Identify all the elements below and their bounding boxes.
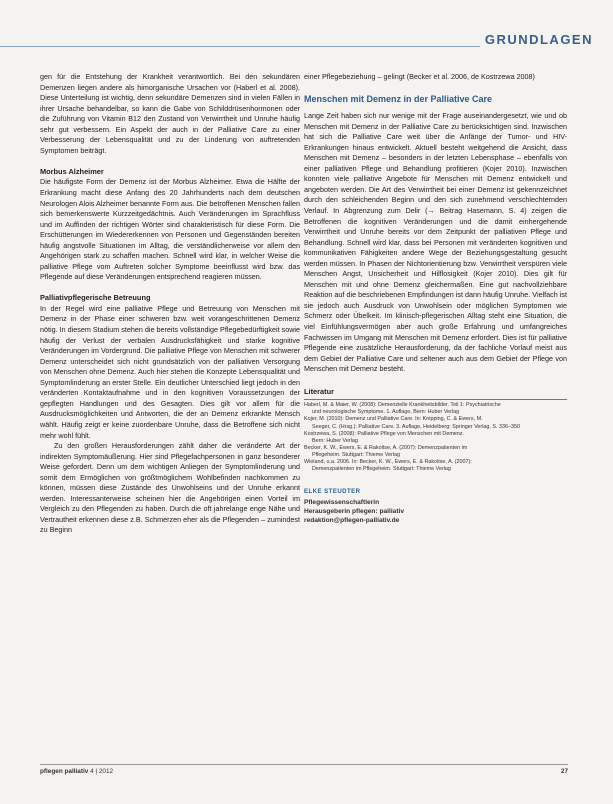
literature-heading: Literatur: [304, 386, 334, 396]
alzheimer-paragraph: Die häufigste Form der Demenz ist der Morbus Alzheimer. Etwa die Hälfte der Erkrankung macht diese Anfang des 20 Jahrhunderts nach dem deutschen Neurologen Alois Alzheimer benannte Form aus. Die betroffenen Menschen fallen sich bemerkenswerte Kurzzeitgedächtnis. Auch Veränderungen im Sprachfluss und im Auffinden der richtigen Wörter sind charakteristisch für diese Form. Die Erschütterungen im Wiedererkennen von Personen und Gegenständen bereiten häufig angstvolle Situationen im Alltag, die verständlicherweise vor allem den Angehörigen stark zu schaffen machen. Schnell wird klar, in welcher Weise die palliative Pflege vom Auftreten solcher Symptome beeinflusst wird bzw. das Pflegende auf diese Veränderungen entsprechend reagieren müssen.: [40, 177, 300, 282]
literature-list: [304, 402, 567, 473]
left-column: [40, 72, 300, 536]
footer-journal: [40, 768, 113, 775]
literature-rule: [304, 399, 567, 400]
page-footer: [40, 764, 568, 779]
journal-issue: 4 | 2012: [90, 768, 114, 775]
literature-entry: Kostrzewa, S. (2008): Palliative Pflege von Menschen mit Demenz. Bern: Huber Verlag: [304, 430, 464, 444]
literature-entry: Becker, K. W., Ewers, E. & Rakoitse, A. (2007): Demenzpatienten im Pflegeheim. Stuttgart: Thieme Verlag: [304, 444, 468, 458]
right-intro-paragraph: einer Pflegebeziehung – gelingt (Becker et al. 2006, de Kostrzewa 2008): [304, 72, 535, 81]
author-role: Pflegewissenschaftlerin: [304, 498, 380, 506]
author-block: [304, 487, 567, 525]
right-body-paragraph: Lange Zeit haben sich nur wenige mit der Frage auseinandergesetzt, wie und ob Menschen mit Demenz in der Palliative Care zu berücksichtigen sind. Inzwischen hat sich die Palliative Care weit über die Anfänge der Tumor- und HIV-Erkrankungen hinaus entwickelt. Aktuell besteht weitgehend die Ansicht, dass Menschen mit Demenz – besonders in der letzten Lebensphase – ebenfalls von einer palliativen Pflege und Behandlung profitieren (Kojer 2010). Inzwischen konnten viele palliative Angebote für Menschen mit Demenz entwickelt und angeboten werden. Die Art des Verwirrtheit bei einer Demenz ist gekennzeichnet durch den schleichenden Beginn und den sich zunehmend verschlechternden Verlauf. In Abgrenzung zum Delir (→ Beitrag Hasemann, S. 4) zeigen die Betroffenen die kognitiven Veränderungen und die damit einhergehende Verwirrtheit und Unruhe bereits vor dem Zeitpunkt der palliativen Pflege und Behandlung. Schnell wird klar, dass bei Personen mit veränderten kognitiven und kommunikativen Fähigkeiten andere Wege der Beziehungsgestaltung gesucht werden müssen. In Phasen der Nichtorientierung bzw. Verwirrtheit verspüren viele Menschen Angst, Unsicherheit und Hilflosigkeit (Kojer 2010). Dies gilt für Menschen mit und ohne Demenz gleichermaßen. Eine gut nachvollziehbare Reaktion auf die beschriebenen Empfindungen ist dann häufig Unruhe. Vielfach ist sie jedoch auch Ausdruck von Unwohlsein oder möglichen Symptomen wie Schmerz oder Übelkeit. Im klinisch-pflegerischen Alltag steht eine Situation, die viel Einfühlungsvermögen aber auch große Erfahrung und umfangreiches Fachwissen im Umgang mit Menschen mit Demenz erfordert. Dies ist für palliative Pflegende eine zusätzliche Herausforderung, da der fachliche Vorlauf meist aus dem Gebiet der Palliative Care und seltener auch aus dem Gebiet der Pflege von Menschen mit Demenz besteht.: [304, 111, 567, 374]
literature-entry: Wieland, u.a. 2006. In: Becker, K. W., Ewers, E. & Rakoitse, A. (2007): Demenzpatienten im Pflegeheim. Stuttgart: Thieme Verlag: [304, 459, 472, 473]
care-paragraph-1: In der Regel wird eine palliative Pflege und Betreuung von Menschen mit Demenz in der Phase einer schweren bzw. weit vorangeschrittenen Demenz nötig. In diesem Stadium stehen die bereits vollständige Pflegebedürftigkeit sowie häufig der Verlust der verbalen Ausdrucksfähigkeit und starke kognitive Veränderungen im Vordergrund. Die palliative Pflege von Menschen mit schwerer Demenz unterscheidet sich nicht grundsätzlich von der palliativen Versorgung von Menschen ohne Demenz. Auch hier stehen die Konzepte Lebensqualität und Symptomlinderung an erster Stelle. Ein deutlicher Unterschied liegt jedoch in den veränderten Kontaktaufnahme und in den kognitiven Voraussetzungen der gepflegten Handlungen und des Gesagten. Dies gilt vor allem für die Ausdrucksmöglichkeiten und Antworten, die der an Demenz erkrankte Mensch wählt. Häufig zeigt er keine zuordenbare Unruhe, dass die Betroffene sich nicht mehr wohl fühlt.: [40, 303, 300, 440]
author-name: ELKE STEUDTER: [304, 489, 361, 496]
care-paragraph-2: Zu den großen Herausforderungen zählt daher die veränderte Art der indirekten Symptomäußerung. Hier sind Pflegefachpersonen in ganz besonderer Weise gefordert. Denn um dem wichtigen Anliegen der Symptomlinderung und somit dem Ermöglichen von größtmöglichem Wohlbefinden nachkommen zu können, müssen diese Zustände des Unwohlseins und der Unruhe erkannt werden. Interessanterweise scheinen hier die Angehörigen einen Vorteil im Vergleich zu den Pflegenden zu haben. Durch die oft jahrelange enge Nähe und Vertrautheit erkennen diese z.B. Schmerzen eher als die Pflegenden – zumindest zu Beginn: [40, 441, 300, 535]
section-heading: Menschen mit Demenz in der Palliative Care: [304, 94, 493, 105]
literature-entry: Haberl, M. & Maier, W. (2008): Demenzielle Krankheitsbilder. Teil 1: Psychiatrische und neurologische Symptome. 1. Auflage, Bern: Huber Verlag: [304, 402, 501, 416]
right-column: [304, 72, 567, 525]
page-header: [0, 30, 613, 54]
heading-alzheimer: Morbus Alzheimer: [40, 166, 104, 176]
literature-entry: Kojer, M. (2010): Demenz und Palliative Care. In: Knipping, C. & Ewers, M. Seeger, C. (Hrsg.): Palliative Care. 3. Auflage, Heidelberg: Springer Verlag, S. 336–350: [304, 416, 520, 430]
page-number: 27: [560, 768, 568, 775]
author-position: Herausgeberin pflegen: palliativ: [304, 507, 405, 515]
journal-name: pflegen palliativ: [40, 768, 89, 775]
header-rule: [0, 46, 480, 47]
author-email: redaktion@pflegen-palliativ.de: [304, 517, 400, 525]
section-label: GRUNDLAGEN: [484, 32, 593, 47]
heading-palliative-care: Palliativpflegerische Betreuung: [40, 293, 151, 303]
left-intro-paragraph: gen für die Entstehung der Krankheit verantwortlich. Bei den sekundären Demenzen liegen andere als himorganische Ursachen vor (Haberl et al. 2008). Diese Unterteilung ist wichtig, denn sekundäre Demenzen sind in vielen Fällen in ihrer Ursache behandelbar, so kann die Gabe von Schilddrüsenhormonen oder die Zuführung von Vitamin B12 den Zustand von Verwirrtheit und Unruhe häufig sehr gut verbessern. Ein Aspekt der auch in der Palliative Care zu einer Verbesserung der Lebensqualität und zu der Linderung von auftretenden Symptomen beiträgt.: [40, 72, 300, 155]
